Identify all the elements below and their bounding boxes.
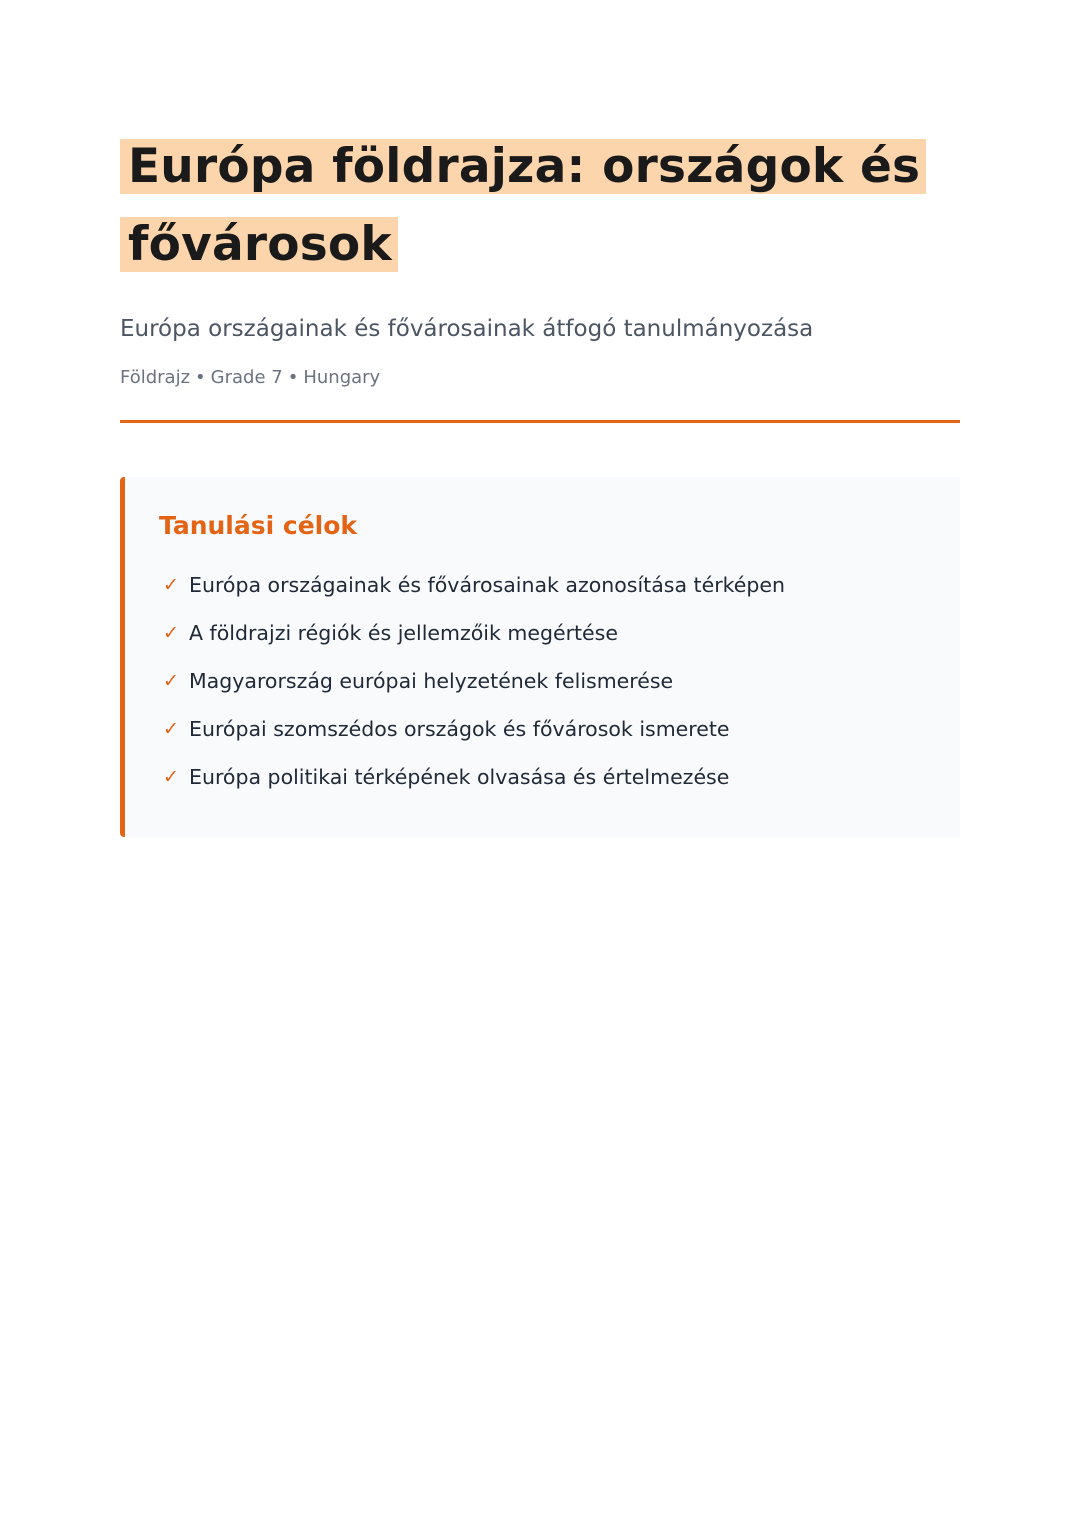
title-line-1: Európa földrajza: országok és xyxy=(120,139,926,194)
meta-separator: • xyxy=(195,367,206,388)
objective-item xyxy=(159,619,930,647)
objectives-heading: Tanulási célok xyxy=(159,511,358,540)
meta-country: Hungary xyxy=(303,367,381,388)
checkmark-icon: ✓ xyxy=(163,574,179,596)
page-subtitle: Európa országainak és fővárosainak átfogó tanulmányozása xyxy=(120,316,814,342)
objective-item xyxy=(159,763,930,791)
objective-item xyxy=(159,667,930,695)
objective-item xyxy=(159,571,930,599)
page-title xyxy=(120,0,960,284)
document-meta xyxy=(120,366,960,390)
title-line-2: fővárosok xyxy=(120,217,398,272)
objective-text: Európai szomszédos országok és fővárosok ismerete xyxy=(189,717,730,741)
objectives-list xyxy=(159,571,930,791)
meta-grade: Grade 7 xyxy=(210,367,283,388)
objective-text: Európa országainak és fővárosainak azonosítása térképen xyxy=(189,573,785,597)
checkmark-icon: ✓ xyxy=(163,766,179,788)
meta-separator: • xyxy=(287,367,299,388)
header-divider xyxy=(120,420,960,423)
checkmark-icon: ✓ xyxy=(163,718,179,740)
objective-text: Magyarország európai helyzetének felismerése xyxy=(189,669,674,693)
learning-objectives-panel xyxy=(120,477,960,837)
objective-item xyxy=(159,715,930,743)
document-page xyxy=(120,0,960,837)
objective-text: Európa politikai térképének olvasása és értelmezése xyxy=(189,765,730,789)
checkmark-icon: ✓ xyxy=(163,670,179,692)
checkmark-icon: ✓ xyxy=(163,622,179,644)
objective-text: A földrajzi régiók és jellemzőik megértése xyxy=(189,621,618,645)
meta-subject: Földrajz xyxy=(120,367,191,388)
